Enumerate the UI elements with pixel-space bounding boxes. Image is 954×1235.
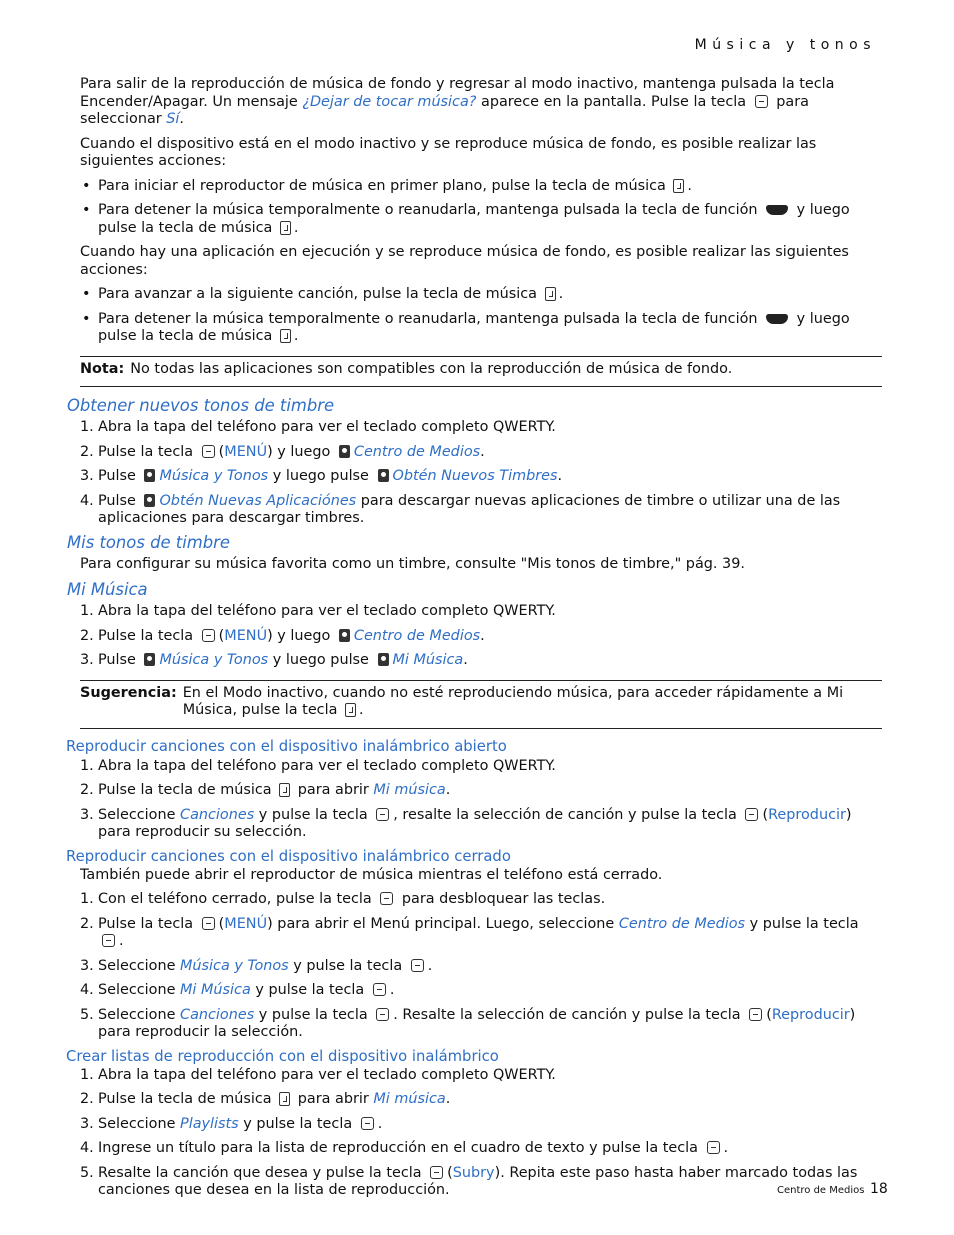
media-center-link[interactable]: Centro de Medios xyxy=(353,443,481,460)
music-key-icon xyxy=(280,329,291,343)
ok-key-icon xyxy=(202,445,215,458)
music-key-icon xyxy=(545,287,556,301)
music-key-icon xyxy=(279,1092,290,1106)
ok-key-icon xyxy=(411,959,424,972)
songs-link[interactable]: Canciones xyxy=(180,1006,255,1023)
ok-key-icon xyxy=(376,1008,389,1021)
ok-key-icon xyxy=(361,1117,374,1130)
tip-text: En el Modo inactivo, cuando no esté reproduciendo música, para acceder rápidamente a Mi Música, pulse la tecla xyxy=(182,684,844,718)
media-center-icon xyxy=(339,629,350,642)
running-title: Música y tonos xyxy=(694,37,876,53)
ok-key-icon xyxy=(380,892,393,905)
section-title-play-open: Reproducir canciones con el dispositivo inalámbrico abierto xyxy=(66,737,507,755)
list-item: • Para iniciar el reproductor de música en primer plano, pulse la tecla de música . xyxy=(82,177,692,194)
note-box xyxy=(80,356,882,388)
ok-key-icon xyxy=(102,934,115,947)
playlists-link[interactable]: Playlists xyxy=(180,1115,239,1132)
list-item: 5. Seleccione Canciones y pulse la tecla . Resalte la selección de canción y pulse la tecla (Reproducir) para reproducir la selección. xyxy=(80,1006,856,1040)
section-title-my-ringtones: Mis tonos de timbre xyxy=(67,532,230,552)
section-title-my-music: Mi Música xyxy=(67,580,148,599)
list-item: 4. Seleccione Mi Música y pulse la tecla . xyxy=(80,982,395,998)
music-tones-link[interactable]: Música y Tonos xyxy=(180,957,289,974)
songs-link[interactable]: Canciones xyxy=(180,806,255,823)
note-label: Nota: xyxy=(80,360,125,377)
list-item: • Para avanzar a la siguiente canción, pulse la tecla de música . xyxy=(82,286,564,302)
tip-box: Sugerencia: En el Modo inactivo, cuando no esté reproduciendo música, para acceder rápidamente a Mi Música, pulse la tecla . xyxy=(80,680,882,729)
section-title-new-ringtones: Obtener nuevos tonos de timbre xyxy=(67,396,335,415)
list-item: 1. Abra la tapa del teléfono para ver el teclado completo QWERTY. xyxy=(80,757,556,774)
play-link[interactable]: Reproducir xyxy=(771,1006,850,1023)
list-item: 1. Abra la tapa del teléfono para ver el teclado completo QWERTY. xyxy=(80,603,556,619)
ok-key-icon xyxy=(755,95,768,108)
media-center-icon xyxy=(339,445,350,458)
ok-key-icon xyxy=(373,983,386,996)
get-apps-link[interactable]: Obtén Nuevas Aplicaciónes xyxy=(159,492,357,509)
subry-link[interactable]: Subry xyxy=(452,1164,495,1181)
media-center-link[interactable]: Centro de Medios xyxy=(353,627,481,644)
ok-key-icon xyxy=(749,1008,762,1021)
list-item: 3. Pulse Música y Tonos y luego pulse Mi Música. xyxy=(80,652,468,668)
music-tones-link[interactable]: Música y Tonos xyxy=(159,652,269,668)
menu-link[interactable]: MENÚ xyxy=(224,915,268,932)
list-item: 2. Pulse la tecla de música para abrir Mi música. xyxy=(80,1091,451,1107)
ok-key-icon xyxy=(707,1141,720,1154)
intro-paragraph-2: Cuando el dispositivo está en el modo inactivo y se reproduce música de fondo, es posible realizar las siguientes acciones: xyxy=(80,135,817,169)
note-text: No todas las aplicaciones son compatibles con la reproducción de música de fondo. xyxy=(130,360,733,377)
footer-section-label: Centro de Medios xyxy=(777,1185,865,1196)
ok-key-icon xyxy=(430,1166,443,1179)
menu-link[interactable]: MENÚ xyxy=(224,443,268,460)
music-tones-link[interactable]: Música y Tonos xyxy=(159,468,269,484)
list-item: 1. Abra la tapa del teléfono para ver el teclado completo QWERTY. xyxy=(80,419,556,435)
list-item: 2. Pulse la tecla de música para abrir Mi música. xyxy=(80,782,451,798)
ok-key-icon xyxy=(202,629,215,642)
list-item: 4. Ingrese un título para la lista de reproducción en el cuadro de texto y pulse la tecla . xyxy=(80,1140,729,1156)
tip-label: Sugerencia: xyxy=(80,684,177,701)
list-item: 3. Pulse Música y Tonos y luego pulse Obtén Nuevos Timbres. xyxy=(80,468,563,484)
music-tones-icon xyxy=(144,469,155,482)
function-key-icon xyxy=(766,314,788,324)
play-closed-intro: También puede abrir el reproductor de música mientras el teléfono está cerrado. xyxy=(80,866,663,883)
music-key-icon xyxy=(673,179,684,193)
list-item: 1. Abra la tapa del teléfono para ver el teclado completo QWERTY. xyxy=(80,1066,556,1083)
list-item: 2. Pulse la tecla (MENÚ) para abrir el Menú principal. Luego, seleccione Centro de Medios y pulse la tecla . xyxy=(80,915,859,949)
list-item: 2. Pulse la tecla (MENÚ) y luego Centro de Medios. xyxy=(80,627,485,644)
media-center-link[interactable]: Centro de Medios xyxy=(618,915,746,932)
my-music-link[interactable]: Mi música xyxy=(373,1091,446,1107)
music-key-icon xyxy=(279,783,290,797)
ok-key-icon xyxy=(202,917,215,930)
list-item: 3. Seleccione Música y Tonos y pulse la tecla . xyxy=(80,957,433,974)
music-key-icon xyxy=(345,703,356,717)
page-content xyxy=(66,76,882,1200)
ok-key-icon xyxy=(745,808,758,821)
list-item: 3. Seleccione Canciones y pulse la tecla , resalte la selección de canción y pulse la tecla (Reproducir) para reproducir su selección. xyxy=(80,806,852,840)
music-tones-icon xyxy=(144,653,155,666)
page-number: 18 xyxy=(870,1181,888,1197)
intro-paragraph-3: Cuando hay una aplicación en ejecución y se reproduce música de fondo, es posible realizar las siguientes acciones: xyxy=(80,244,849,278)
intro-paragraph-1: Para salir de la reproducción de música de fondo y regresar al modo inactivo, mantenga pulsada la tecla Encender/Apagar. Un mensaje ¿Dejar de tocar música? aparece en la pantalla. Pulse la tecla para seleccionar Sí. xyxy=(80,76,835,127)
list-item: 1. Con el teléfono cerrado, pulse la tecla para desbloquear las teclas. xyxy=(80,891,606,907)
list-item: • Para detener la música temporalmente o reanudarla, mantenga pulsada la tecla de función y luego pulse la tecla de música . xyxy=(82,310,850,344)
function-key-icon xyxy=(766,205,788,215)
get-ringtones-icon xyxy=(378,469,389,482)
list-item: 5. Resalte la canción que desea y pulse la tecla (Subry). Repita este paso hasta haber marcado todas las canciones que desea en la lista de reproducción. xyxy=(80,1164,858,1198)
list-item: • Para detener la música temporalmente o reanudarla, mantenga pulsada la tecla de función y luego pulse la tecla de música . xyxy=(82,202,850,236)
menu-link[interactable]: MENÚ xyxy=(224,627,268,644)
list-item: 3. Seleccione Playlists y pulse la tecla . xyxy=(80,1115,383,1132)
get-ringtones-link[interactable]: Obtén Nuevos Timbres xyxy=(392,468,558,484)
stop-music-prompt-link[interactable]: ¿Dejar de tocar música? xyxy=(302,93,477,110)
my-music-link[interactable]: Mi Música xyxy=(392,652,464,668)
list-item: 4. Pulse Obtén Nuevas Aplicaciónes para descargar nuevas aplicaciones de timbre o utilizar una de las aplicaciones para descargar timbres. xyxy=(80,492,841,526)
list-item: 2. Pulse la tecla (MENÚ) y luego Centro de Medios. xyxy=(80,443,485,460)
section-title-playlists: Crear listas de reproducción con el dispositivo inalámbrico xyxy=(66,1047,499,1065)
get-apps-icon xyxy=(144,494,155,507)
section-title-play-closed: Reproducir canciones con el dispositivo inalámbrico cerrado xyxy=(66,847,511,865)
my-music-link[interactable]: Mi Música xyxy=(180,982,251,998)
my-music-link[interactable]: Mi música xyxy=(373,782,446,798)
ok-key-icon xyxy=(376,808,389,821)
my-ringtones-text: Para configurar su música favorita como un timbre, consulte "Mis tonos de timbre," pág. 39. xyxy=(80,555,745,572)
play-link[interactable]: Reproducir xyxy=(768,806,846,823)
music-key-icon xyxy=(280,221,291,235)
yes-option-link[interactable]: Sí xyxy=(166,111,180,127)
my-music-icon xyxy=(378,653,389,666)
